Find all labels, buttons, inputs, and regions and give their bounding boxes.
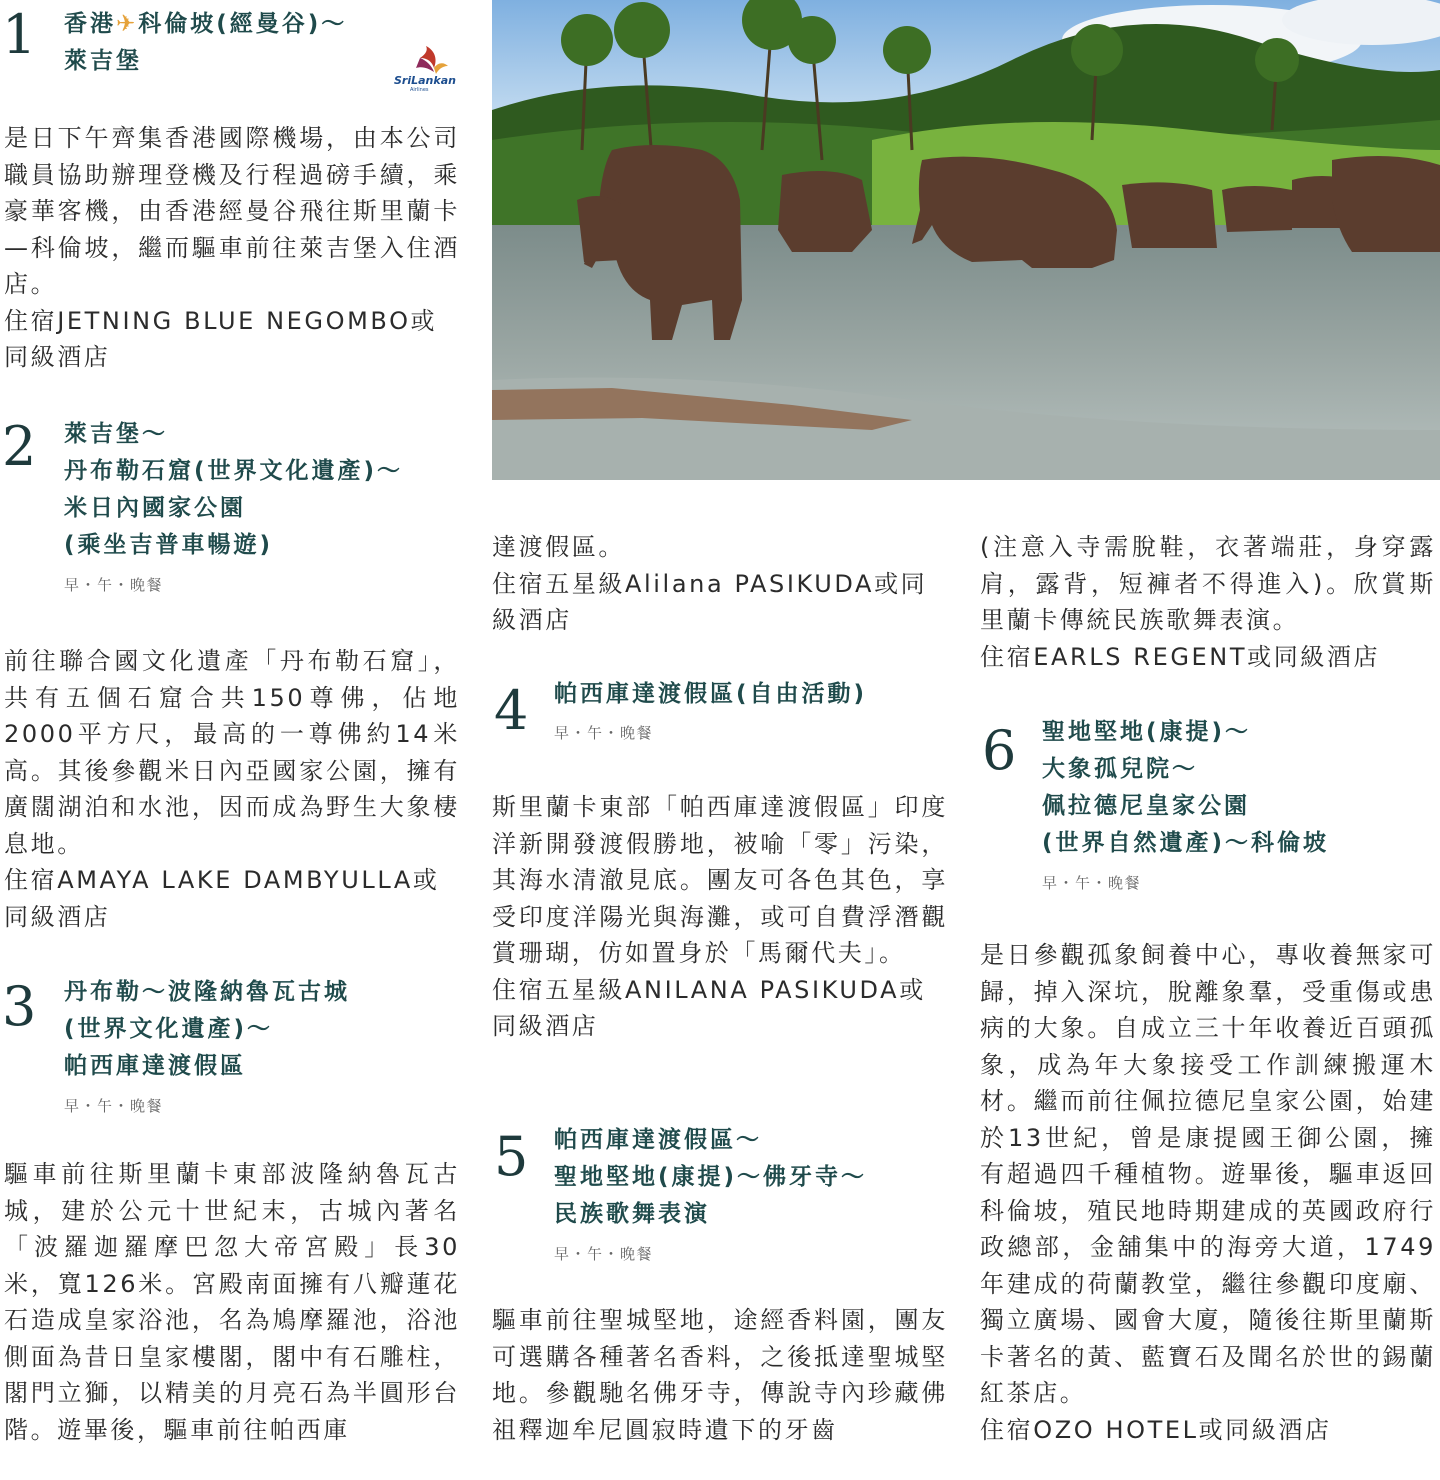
- day4-content: [492, 789, 948, 1045]
- day2-title-line: 萊吉堡～: [64, 421, 168, 447]
- day2-title: [64, 416, 403, 564]
- day5-content: [492, 1302, 948, 1448]
- day3-meals: 早・午・晚餐: [64, 1097, 164, 1115]
- day3-title: [64, 974, 350, 1085]
- day5-meals: 早・午・晚餐: [554, 1245, 654, 1263]
- day6-content: [980, 937, 1436, 1448]
- day6-hotel: 住宿OZO HOTEL或同級酒店: [980, 1415, 1332, 1444]
- day5-body-continued: (注意入寺需脫鞋，衣著端莊，身穿露肩，露背，短褲者不得進入)。欣賞斯里蘭卡傳統民族歌舞表演。: [980, 533, 1436, 634]
- day3-body: 驅車前往斯里蘭卡東部波隆納魯瓦古城，建於公元十世紀末，古城內著名「波羅迦羅摩巴忽大帝宮殿」長30米，寬126米。宮殿南面擁有八瓣蓮花石造成皇家浴池，名為鳩摩羅池，浴池側面為昔日皇家樓閣，閣中有石雕柱，閣門立獅，以精美的月亮石為半圓形台階。遊畢後，驅車前往帕西庫: [4, 1160, 460, 1444]
- day4-hotel: 住宿五星級ANILANA PASIKUDA或同級酒店: [492, 975, 926, 1040]
- day3-body-continued: 達渡假區。: [492, 533, 625, 561]
- day1-number: 1: [2, 3, 37, 66]
- day5-hotel: 住宿EARLS REGENT或同級酒店: [980, 642, 1381, 671]
- day4-title: [554, 676, 867, 713]
- plane-icon: ✈: [116, 11, 139, 37]
- day1-content: [4, 120, 460, 376]
- day6-title: [1042, 714, 1329, 862]
- day6-title-line: 佩拉德尼皇家公園: [1042, 793, 1250, 819]
- day6-title-line: 大象孤兒院～: [1042, 756, 1198, 782]
- day3-hotel: 住宿五星級Alilana PASIKUDA或同級酒店: [492, 569, 928, 634]
- day2-title-line: (乘坐吉普車暢遊): [64, 532, 274, 558]
- day6-body: 是日參觀孤象飼養中心，專收養無家可歸，掉入深坑，脫離象羣，受重傷或患病的大象。自成立三十年收養近百頭孤象，成為年大象接受工作訓練搬運木材。繼而前往佩拉德尼皇家公園，始建於13世紀，曾是康提國王御公園，擁有超過四千種植物。遊畢後，驅車返回科倫坡，殖民地時期建成的英國政府行政總部，金舖集中的海旁大道，1749年建成的荷蘭教堂，繼往參觀印度廟、獨立廣場、國會大廈，隨後往斯里蘭斯卡著名的黃、藍寶石及聞名於世的錫蘭紅茶店。: [980, 941, 1436, 1407]
- day3-content: [4, 1156, 460, 1448]
- day2-number: 2: [2, 415, 37, 478]
- day6-title-line: (世界自然遺產)～科倫坡: [1042, 830, 1330, 856]
- day1-title-line2: 萊吉堡: [64, 48, 142, 74]
- day5-title: [554, 1122, 867, 1233]
- day3-continued: [492, 529, 948, 639]
- day5-title-line: 帕西庫達渡假區～: [554, 1127, 762, 1153]
- day3-title-line: 帕西庫達渡假區: [64, 1053, 246, 1079]
- day1-title-dest: 科倫坡(經曼谷)～: [138, 11, 348, 37]
- elephant-photo-image: [492, 0, 1440, 480]
- day2-hotel: 住宿AMAYA LAKE DAMBYULLA或同級酒店: [4, 866, 440, 931]
- day3-title-line: 丹布勒～波隆納魯瓦古城: [64, 979, 350, 1005]
- day4-meals: 早・午・晚餐: [554, 724, 654, 742]
- day6-meals: 早・午・晚餐: [1042, 874, 1142, 892]
- day4-title-line: 帕西庫達渡假區(自由活動): [554, 681, 868, 707]
- day5-continued: [980, 529, 1436, 675]
- day5-title-line: 聖地堅地(康提)～佛牙寺～: [554, 1164, 868, 1190]
- day2-title-line: 丹布勒石窟(世界文化遺產)～: [64, 458, 404, 484]
- airline-subtitle: Airlines: [410, 87, 429, 93]
- day6-number: 6: [982, 719, 1017, 782]
- day4-number: 4: [494, 679, 529, 742]
- day2-content: [4, 643, 460, 935]
- day1-title-origin: 香港: [64, 11, 116, 37]
- day1-hotel: 住宿JETNING BLUE NEGOMBO或同級酒店: [4, 306, 438, 371]
- day3-number: 3: [2, 975, 37, 1038]
- day5-number: 5: [494, 1125, 529, 1188]
- airline-name: SriLankan: [394, 74, 456, 87]
- day1-body: 是日下午齊集香港國際機場，由本公司職員協助辦理登機及行程過磅手續，乘豪華客機，由香港經曼谷飛往斯里蘭卡—科倫坡，繼而驅車前往萊吉堡入住酒店。: [4, 124, 460, 298]
- elephants-river-photo: [492, 0, 1440, 480]
- day2-title-line: 米日內國家公園: [64, 495, 246, 521]
- day3-title-line: (世界文化遺產)～: [64, 1016, 274, 1042]
- day4-body: 斯里蘭卡東部「帕西庫達渡假區」印度洋新開發渡假勝地，被喻「零」污染，其海水清澈見底。團友可各色其色，享受印度洋陽光與海灘，或可自費浮潛觀賞珊瑚，仿如置身於「馬爾代夫」。: [492, 793, 948, 967]
- day5-title-line: 民族歌舞表演: [554, 1201, 710, 1227]
- day6-title-line: 聖地堅地(康提)～: [1042, 719, 1252, 745]
- day2-meals: 早・午・晚餐: [64, 576, 164, 594]
- day2-body: 前往聯合國文化遺產「丹布勒石窟」，共有五個石窟合共150尊佛，佔地2000平方尺，最高的一尊佛約14米高。其後參觀米日內亞國家公園，擁有廣闊湖泊和水池，因而成為野生大象棲息地。: [4, 647, 460, 858]
- srilankan-logo: [390, 44, 454, 94]
- day1-title: [64, 6, 347, 80]
- day5-body: 驅車前往聖城堅地，途經香料園，團友可選購各種著名香料，之後抵達聖城堅地。參觀馳名佛牙寺，傳說寺內珍藏佛祖釋迦牟尼圓寂時遺下的牙齒: [492, 1306, 948, 1444]
